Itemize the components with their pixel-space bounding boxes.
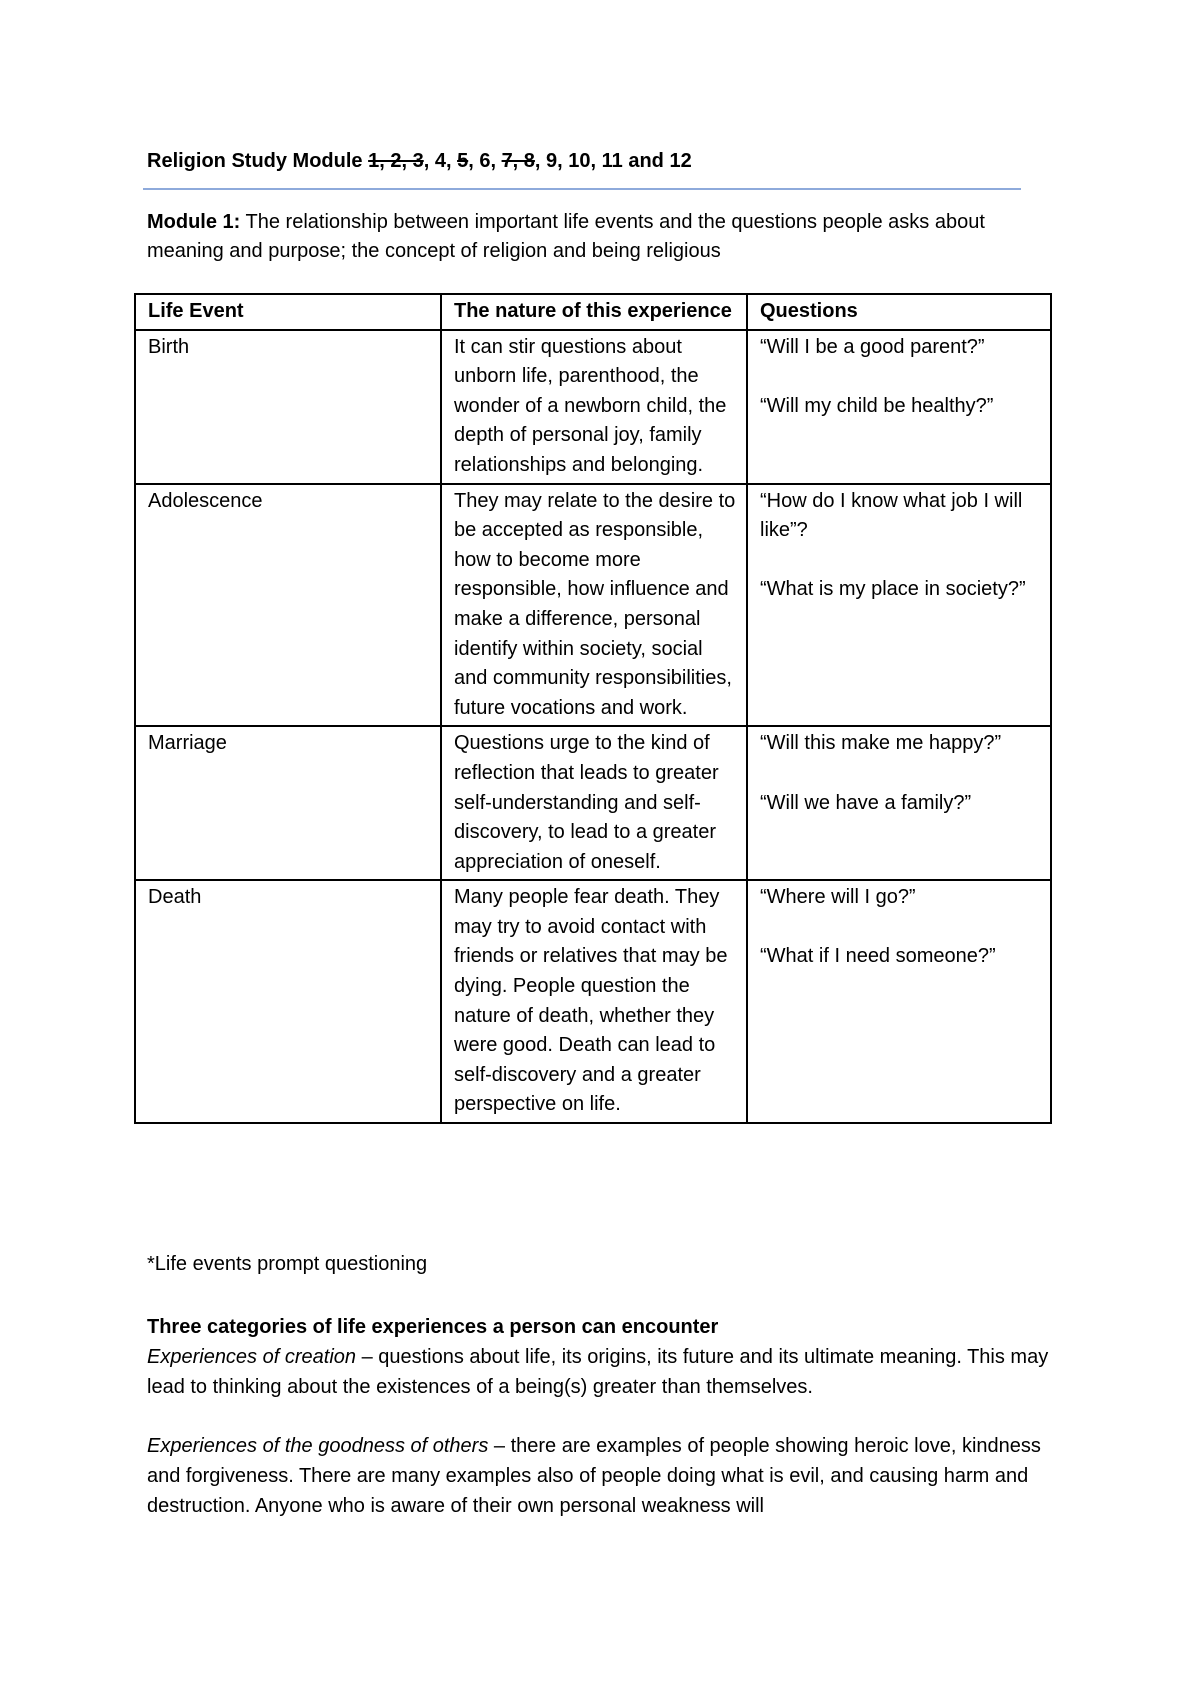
cell-life-event: Adolescence bbox=[135, 484, 441, 727]
question-text: “Where will I go?” bbox=[760, 886, 916, 909]
category-term: Experiences of creation bbox=[147, 1345, 357, 1368]
heading-mid-2: , 6, bbox=[468, 150, 502, 172]
cell-questions bbox=[747, 880, 1051, 1123]
question-text: “How do I know what job I will like”? bbox=[760, 489, 1023, 542]
cell-life-event: Marriage bbox=[135, 726, 441, 880]
heading-underline-divider bbox=[143, 188, 1021, 190]
heading-struck-modules-2: 5 bbox=[457, 150, 469, 172]
table-row bbox=[135, 880, 1051, 1123]
module-1-label: Module 1: bbox=[147, 211, 241, 233]
header-questions: Questions bbox=[747, 294, 1051, 330]
table-row bbox=[135, 330, 1051, 484]
heading-mid-1: , 4, bbox=[423, 150, 458, 172]
categories-title: Three categories of life experiences a person can encounter bbox=[147, 1316, 719, 1338]
table-header-row bbox=[135, 294, 1051, 330]
cell-nature: They may relate to the desire to be accepted as responsible, how to become more responsible, how influence and make a difference, personal identify within society, social and community responsibilities, future vocations and work. bbox=[441, 484, 747, 727]
table-row bbox=[135, 484, 1051, 727]
question-text: “What is my place in society?” bbox=[760, 578, 1026, 601]
table-row bbox=[135, 726, 1051, 880]
document-heading bbox=[147, 150, 692, 173]
heading-struck-modules-3: 7, 8 bbox=[501, 150, 535, 172]
cell-life-event: Death bbox=[135, 880, 441, 1123]
category-paragraph bbox=[147, 1343, 1077, 1403]
category-text: – there are examples of people showing heroic love, kindness and forgiveness. There are many examples also of people doing what is evil, and causing harm and destruction. Anyone who is aware of their own personal weakness will bbox=[147, 1435, 1041, 1517]
cell-questions bbox=[747, 484, 1051, 727]
cell-questions bbox=[747, 726, 1051, 880]
module-1-description bbox=[147, 208, 1047, 266]
heading-suffix: , 9, 10, 11 and 12 bbox=[534, 150, 692, 172]
category-paragraph bbox=[147, 1432, 1077, 1521]
cell-nature: Questions urge to the kind of reflection that leads to greater self-understanding and self-discovery, to lead to a greater appreciation of oneself. bbox=[441, 726, 747, 880]
category-term: Experiences of the goodness of others bbox=[147, 1435, 489, 1458]
table-footnote: *Life events prompt questioning bbox=[147, 1253, 428, 1275]
cell-questions bbox=[747, 330, 1051, 484]
question-text: “What if I need someone?” bbox=[760, 945, 996, 968]
question-text: “Will my child be healthy?” bbox=[760, 394, 994, 417]
cell-life-event: Birth bbox=[135, 330, 441, 484]
heading-struck-modules-1: 1, 2, 3 bbox=[368, 150, 424, 172]
cell-nature: Many people fear death. They may try to avoid contact with friends or relatives that may be dying. People question the nature of death, whether they were good. Death can lead to self-discovery and a greater perspective on life. bbox=[441, 880, 747, 1123]
heading-prefix: Religion Study Module bbox=[147, 150, 369, 172]
header-nature: The nature of this experience bbox=[441, 294, 747, 330]
question-text: “Will I be a good parent?” bbox=[760, 335, 985, 358]
header-life-event: Life Event bbox=[135, 294, 441, 330]
category-text: – questions about life, its origins, its future and its ultimate meaning. This may lead to thinking about the existences of a being(s) greater than themselves. bbox=[147, 1345, 1049, 1398]
life-events-table bbox=[134, 293, 1052, 1124]
question-text: “Will this make me happy?” bbox=[760, 732, 1002, 755]
cell-nature: It can stir questions about unborn life, parenthood, the wonder of a newborn child, the depth of personal joy, family relationships and belonging. bbox=[441, 330, 747, 484]
life-experience-categories bbox=[147, 1313, 1077, 1522]
question-text: “Will we have a family?” bbox=[760, 791, 972, 814]
module-1-text: The relationship between important life events and the questions people asks about meaning and purpose; the concept of religion and being religious bbox=[147, 211, 985, 262]
